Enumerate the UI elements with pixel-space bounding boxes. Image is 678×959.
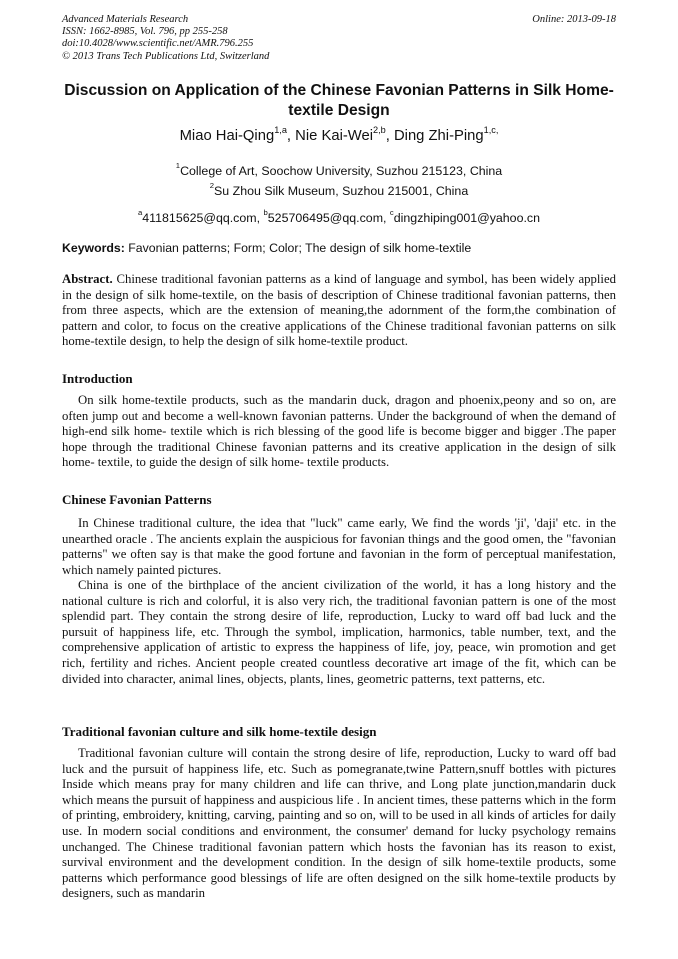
affiliation-superscript: 2	[209, 181, 215, 191]
author-name: Nie Kai-Wei	[295, 128, 373, 144]
chinese-favonian-paragraph-1: In Chinese traditional culture, the idea that "luck" came early, We find the words 'ji', 'daji' etc. in the unearthed oracle . The ancients explain the auspicious for favonian things and the good omen, the "favonian patterns" we often say is that make the good fortune and favonian in the form of perceptual manifestation, which namely painted pictures.	[62, 516, 616, 577]
keywords-text: Favonian patterns; Form; Color; The design of silk home-textile	[128, 241, 472, 255]
author-name: Miao Hai-Qing	[179, 128, 275, 144]
journal-meta	[62, 14, 269, 63]
abstract-paragraph	[62, 272, 616, 350]
email-gap	[260, 211, 263, 225]
author-list	[62, 124, 616, 144]
email-address[interactable]: 525706495@qq.com,	[267, 211, 387, 225]
section-heading-chinese-favonian-patterns: Chinese Favonian Patterns	[62, 492, 212, 507]
author-superscript: 1,a	[274, 124, 287, 135]
abstract-text: Chinese traditional favonian patterns as a kind of language and symbol, has been widely applied in the design of silk home-textile, on the basis of description of Chinese traditional favonian patterns, then from three aspects, which are the extension of meaning,the adornment of the form,the combination of pattern and color, to focus on the creative applications of the Chinese traditional favonian patterns on silk home-textile design, to help the design of silk home-textile product.	[62, 272, 617, 349]
email-superscript: b	[263, 208, 268, 218]
affiliation-2	[62, 181, 616, 198]
author-separator: ,	[385, 128, 394, 144]
issn-line: ISSN: 1662-8985, Vol. 796, pp 255-258	[62, 26, 228, 38]
chinese-favonian-paragraph-2: China is one of the birthplace of the ancient civilization of the world, it has a long history and the national culture is rich and colorful, it is also very rich, the traditional favonian pattern is one of the most splendid part. They contain the strong desire of life, reproduction, Lucky to ward off bad luck and the pursuit of happiness life, etc. Through the symbol, implication, harmonics, table number, text, and the comprehensive application of artistic to express the happiness of life, joy, peace, win promotion and get rich, fertility and riches. Ancient people created countless decorative art image of the fit, which can be divided into character, animal lines, objects, plants, lines, geometric patterns, text patterns, etc.	[62, 578, 616, 686]
introduction-paragraph: On silk home-textile products, such as the mandarin duck, dragon and phoenix,peony and so on, are often jump out and become a well-known favonian patterns. Under the background of when the demand of high-end silk home- textile which is rich blessing of the good life is become bigger and bigger .The paper hope through the traditional Chinese favonian patterns and its creative application in the design of silk home- textile, to guide the design of silk home- textile products.	[62, 393, 616, 470]
section-heading-traditional-culture: Traditional favonian culture and silk home-textile design	[62, 724, 377, 739]
affiliation-superscript: 1	[175, 161, 181, 171]
email-address[interactable]: 411815625@qq.com,	[142, 211, 261, 225]
affiliation-text: College of Art, Soochow University, Suzhou 215123, China	[180, 164, 503, 178]
author-superscript: 1,c,	[483, 124, 499, 135]
affiliation-1	[62, 161, 616, 178]
paper-title: Discussion on Application of the Chinese Favonian Patterns in Silk Home-textile Design	[64, 82, 614, 119]
traditional-culture-paragraph: Traditional favonian culture will contain the strong desire of life, reproduction, Lucky to ward off bad luck and the pursuit of happiness life, etc. Such as pomegranate,twine Pattern,snuff bottles with pictures Inside which means pray for many children and life can thrive, and Long plate junction,mandarin duck which means the pursuit of happiness and auspicious life . In ancient times, these patterns which in the form of printing, embroidery, knitting, carving, painting and so on, will to be used in all kinds of articles for daily use. In modern social conditions and environment, the consumer' demand for lucky psychology remains unchanged. The Chinese traditional favonian pattern which hosts the favonian has its reason to exist, survival environment and the development condition. In the design of silk home-textile products, some patterns which performance good blessings of life are often designed on the silk home-textile products by designers, such as mandarin	[62, 746, 616, 901]
abstract-label: Abstract.	[62, 272, 113, 286]
journal-name: Advanced Materials Research	[62, 14, 189, 25]
author-name: Ding Zhi-Ping	[393, 128, 484, 144]
affiliation-text: Su Zhou Silk Museum, Suzhou 215001, China	[214, 184, 469, 198]
online-date: Online: 2013-09-18	[532, 14, 616, 25]
email-superscript: c	[389, 208, 394, 218]
section-heading-introduction: Introduction	[62, 371, 133, 386]
keywords-line	[62, 241, 616, 255]
email-address[interactable]: dingzhiping001@yahoo.cn	[393, 211, 540, 225]
copyright-line: © 2013 Trans Tech Publications Ltd, Switzerland	[62, 50, 270, 62]
email-superscript: a	[138, 208, 143, 218]
author-emails	[62, 208, 616, 225]
keywords-label: Keywords:	[62, 241, 125, 255]
author-separator: ,	[286, 128, 296, 144]
author-superscript: 2,b	[373, 124, 386, 135]
doi-line: doi:10.4028/www.scientific.net/AMR.796.255	[62, 38, 254, 50]
